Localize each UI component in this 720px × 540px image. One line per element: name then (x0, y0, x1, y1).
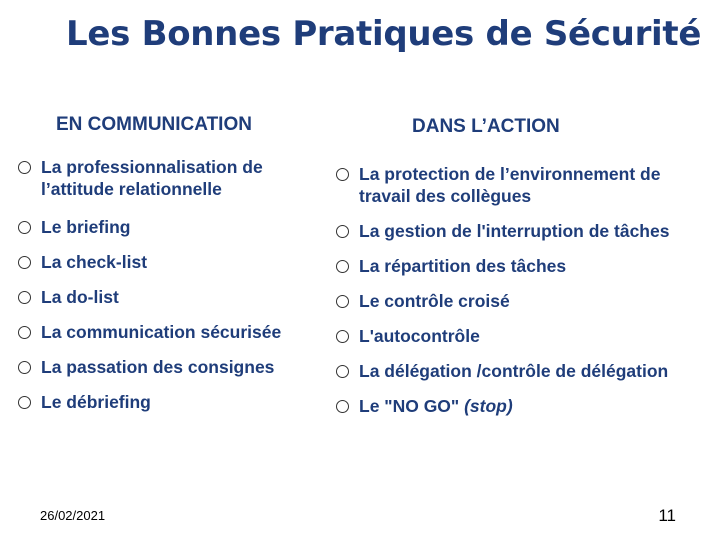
list-item (18, 251, 328, 273)
list-item-text: Le briefing (41, 217, 131, 237)
left-column-heading: EN COMMUNICATION (56, 114, 252, 135)
list-item-text: La communication sécurisée (41, 322, 282, 342)
list-item-text: L'autocontrôle (359, 326, 480, 346)
list-item-text: travail des collègues (359, 186, 532, 206)
circle-bullet-icon (336, 225, 349, 238)
slide-title: Les Bonnes Pratiques de Sécurité (66, 14, 702, 54)
page-number: 11 (658, 506, 676, 525)
left-bullet-list (18, 156, 328, 426)
right-column-heading: DANS L’ACTION (412, 116, 560, 137)
list-item-text: La protection de l’environnement de (359, 164, 661, 184)
circle-bullet-icon (18, 326, 31, 339)
list-item (336, 290, 716, 312)
list-item (336, 325, 716, 347)
list-item-text: Le "NO GO" (359, 396, 460, 416)
list-item-text: La passation des consignes (41, 357, 275, 377)
circle-bullet-icon (336, 260, 349, 273)
circle-bullet-icon (336, 295, 349, 308)
list-item-text: La répartition des tâches (359, 256, 567, 276)
right-bullet-list (336, 163, 716, 430)
list-item (336, 395, 716, 417)
circle-bullet-icon (336, 365, 349, 378)
list-item-text: La délégation /contrôle de délégation (359, 361, 669, 381)
list-item-text: La do-list (41, 287, 119, 307)
list-item-text: Le contrôle croisé (359, 291, 510, 311)
circle-bullet-icon (336, 400, 349, 413)
circle-bullet-icon (18, 396, 31, 409)
circle-bullet-icon (18, 256, 31, 269)
circle-bullet-icon (18, 161, 31, 174)
list-item (18, 391, 328, 413)
list-item-text: La professionnalisation de (41, 157, 263, 177)
circle-bullet-icon (336, 168, 349, 181)
list-item (336, 255, 716, 277)
circle-bullet-icon (18, 221, 31, 234)
list-item (18, 356, 328, 378)
list-item (18, 321, 328, 343)
list-item (336, 220, 716, 242)
list-item-text: La check-list (41, 252, 148, 272)
list-item-text: l’attitude relationnelle (41, 179, 222, 199)
list-item (18, 216, 328, 238)
footer-date: 26/02/2021 (40, 508, 106, 523)
list-item (18, 156, 328, 200)
list-item (336, 163, 716, 207)
list-item (18, 286, 328, 308)
circle-bullet-icon (18, 291, 31, 304)
circle-bullet-icon (336, 330, 349, 343)
circle-bullet-icon (18, 361, 31, 374)
list-item (336, 360, 716, 382)
list-item-text: Le débriefing (41, 392, 151, 412)
list-item-text: La gestion de l'interruption de tâches (359, 221, 670, 241)
list-item-suffix: (stop) (464, 396, 513, 416)
